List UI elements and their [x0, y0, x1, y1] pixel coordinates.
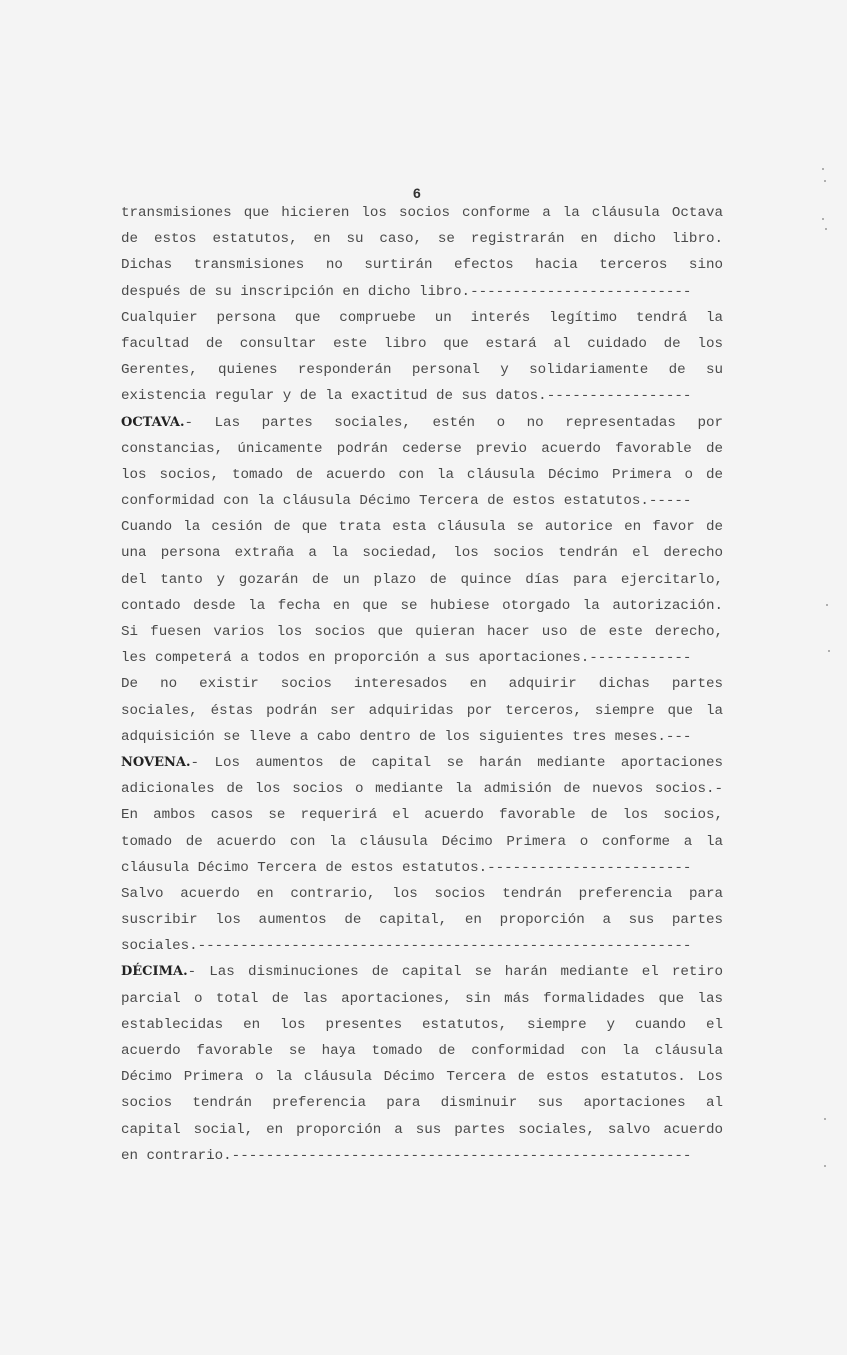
- line-text: - Los aumentos de capital se harán mediante aportaciones: [190, 754, 723, 771]
- text-line: [121, 1143, 723, 1169]
- text-line: [121, 436, 723, 462]
- text-line: [121, 226, 723, 252]
- line-text: suscribir los aumentos de capital, en proporción a sus partes: [121, 912, 723, 929]
- line-text: capital social, en proporción a sus partes sociales, salvo acuerdo: [121, 1121, 723, 1138]
- line-text: Décimo Primera o la cláusula Décimo Tercera de estos estatutos. Los: [121, 1069, 723, 1086]
- scan-speck: [824, 1165, 826, 1167]
- text-line: [121, 514, 723, 540]
- text-line: [121, 200, 723, 226]
- line-text: sociales.----------------------------------------------------------: [121, 938, 692, 955]
- clause-heading: NOVENA.: [121, 754, 191, 770]
- text-line: [121, 567, 723, 593]
- line-text: adicionales de los socios o mediante la admisión de nuevos socios.-: [121, 781, 723, 798]
- scan-speck: [826, 604, 828, 606]
- text-line: [121, 802, 723, 828]
- scan-speck: [824, 180, 826, 182]
- text-line: [121, 383, 723, 409]
- line-text: los socios, tomado de acuerdo con la cláusula Décimo Primera o de: [121, 466, 723, 483]
- line-text: Cuando la cesión de que trata esta cláusula se autorice en favor de: [121, 519, 723, 536]
- line-text: tomado de acuerdo con la cláusula Décimo Primera o conforme a la: [121, 833, 723, 850]
- text-line: [121, 776, 723, 802]
- line-text: parcial o total de las aportaciones, sin más formalidades que las: [121, 990, 723, 1007]
- text-line: [121, 855, 723, 881]
- line-text: Cualquier persona que compruebe un interés legítimo tendrá la: [121, 309, 723, 326]
- text-line: [121, 331, 723, 357]
- line-text: en contrario.------------------------------------------------------: [121, 1147, 692, 1164]
- line-text: conformidad con la cláusula Décimo Tercera de estos estatutos.-----: [121, 493, 692, 510]
- line-text: socios tendrán preferencia para disminuir sus aportaciones al: [121, 1095, 723, 1112]
- text-line: [121, 305, 723, 331]
- line-text: Salvo acuerdo en contrario, los socios tendrán preferencia para: [121, 885, 723, 902]
- text-line: [121, 1117, 723, 1143]
- line-text: Gerentes, quienes responderán personal y solidariamente de su: [121, 362, 723, 379]
- text-line: [121, 410, 723, 436]
- line-text: existencia regular y de la exactitud de sus datos.-----------------: [121, 388, 692, 405]
- line-text: del tanto y gozarán de un plazo de quince días para ejercitarlo,: [121, 571, 723, 588]
- line-text: De no existir socios interesados en adquirir dichas partes: [121, 676, 723, 693]
- text-line: [121, 829, 723, 855]
- document-body: [121, 200, 723, 1169]
- text-line: [121, 698, 723, 724]
- text-line: [121, 593, 723, 619]
- line-text: cláusula Décimo Tercera de estos estatutos.------------------------: [121, 859, 692, 876]
- text-line: [121, 724, 723, 750]
- text-line: [121, 279, 723, 305]
- line-text: constancias, únicamente podrán cederse previo acuerdo favorable de: [121, 440, 723, 457]
- line-text: - Las partes sociales, estén o no representadas por: [184, 414, 723, 431]
- line-text: - Las disminuciones de capital se harán mediante el retiro: [187, 964, 723, 981]
- line-text: establecidas en los presentes estatutos, siempre y cuando el: [121, 1016, 723, 1033]
- text-line: [121, 462, 723, 488]
- text-line: [121, 1090, 723, 1116]
- text-line: [121, 881, 723, 907]
- text-line: [121, 671, 723, 697]
- text-line: [121, 357, 723, 383]
- page-number: 6: [413, 185, 421, 201]
- scan-speck: [822, 218, 824, 220]
- line-text: adquisición se lleve a cabo dentro de los siguientes tres meses.---: [121, 728, 692, 745]
- line-text: contado desde la fecha en que se hubiese otorgado la autorización.: [121, 597, 723, 614]
- line-text: les competerá a todos en proporción a sus aportaciones.------------: [121, 650, 692, 667]
- clause-heading: DÉCIMA.: [121, 964, 188, 980]
- text-line: [121, 645, 723, 671]
- text-line: [121, 540, 723, 566]
- line-text: acuerdo favorable se haya tomado de conformidad con la cláusula: [121, 1043, 723, 1059]
- line-text: Dichas transmisiones no surtirán efectos hacia terceros sino: [121, 257, 723, 274]
- scan-speck: [824, 1118, 826, 1120]
- text-line: [121, 907, 723, 933]
- line-text: facultad de consultar este libro que estará al cuidado de los: [121, 335, 723, 352]
- text-line: [121, 750, 723, 776]
- text-line: [121, 488, 723, 514]
- line-text: después de su inscripción en dicho libro.--------------------------: [121, 283, 692, 300]
- text-line: [121, 252, 723, 278]
- line-text: una persona extraña a la sociedad, los socios tendrán el derecho: [121, 545, 723, 562]
- text-line: [121, 619, 723, 645]
- text-line: [121, 986, 723, 1012]
- text-line: [121, 959, 723, 985]
- line-text: de estos estatutos, en su caso, se registrarán en dicho libro.: [121, 231, 723, 248]
- clause-heading: OCTAVA.: [121, 414, 185, 430]
- line-text: transmisiones que hicieren los socios conforme a la cláusula Octava: [121, 205, 723, 221]
- line-text: En ambos casos se requerirá el acuerdo favorable de los socios,: [121, 807, 723, 824]
- text-line: [121, 1064, 723, 1090]
- text-line: [121, 933, 723, 959]
- line-text: sociales, éstas podrán ser adquiridas por terceros, siempre que la: [121, 702, 723, 719]
- text-line: [121, 1038, 723, 1064]
- scan-speck: [822, 168, 824, 170]
- text-line: [121, 1012, 723, 1038]
- line-text: Si fuesen varios los socios que quieran hacer uso de este derecho,: [121, 624, 723, 640]
- scan-speck: [828, 650, 830, 652]
- scan-speck: [825, 228, 827, 230]
